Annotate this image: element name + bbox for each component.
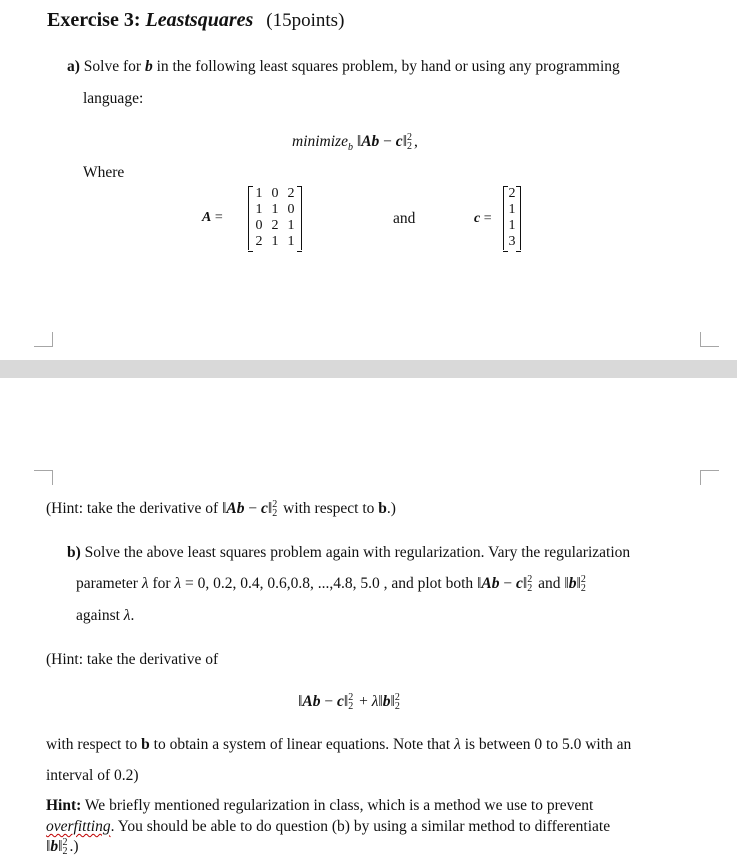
part-b-line3: against λ. <box>76 607 135 624</box>
page-corner-mark <box>34 332 53 347</box>
final-hint-line3: ‖b‖2 2 .) <box>46 837 79 857</box>
matrix-A-cell: 1 <box>271 202 279 217</box>
objective-equation: minimize$_b$ ‖Ab − c‖2 2 , <box>292 132 418 154</box>
final-hint-line2: overfitting. You should be able to do question (b) by using a similar method to differentiate <box>46 818 611 835</box>
matrix-A <box>248 184 302 250</box>
title-prefix: Exercise 3: <box>47 9 141 31</box>
where-label: Where <box>83 164 125 181</box>
part-a-label: a) <box>67 58 80 75</box>
hint-1: (Hint: take the derivative of ‖Ab − c‖2 2 with respect to b.) <box>46 499 396 519</box>
page-corner-mark <box>34 470 53 485</box>
part-b-line2: parameter λ for λ = 0, 0.2, 0.4, 0.6,0.8, ...,4.8, 5.0 , and plot both ‖Ab − c‖2 2 and ‖b‖2 2 <box>76 574 586 594</box>
vector-c-cell: 3 <box>508 234 516 249</box>
matrix-A-cell: 0 <box>287 202 295 217</box>
title-topic: Leastsquares <box>145 9 254 31</box>
vector-c-label: c = <box>474 211 492 226</box>
matrix-A-cell: 2 <box>271 218 279 233</box>
page-break-band <box>0 360 737 378</box>
title-points: (15points) <box>266 10 345 31</box>
hint-2-line2: with respect to b to obtain a system of linear equations. Note that λ is between 0 to 5.0 with an <box>46 736 632 753</box>
regularized-objective: ‖Ab − c‖2 2 + λ‖b‖2 2 <box>298 692 400 712</box>
matrix-A-cell: 1 <box>271 234 279 249</box>
page-corner-mark <box>700 332 719 347</box>
exercise-title <box>47 9 344 32</box>
matrix-A-cell: 0 <box>271 186 279 201</box>
part-b-label: b) <box>67 544 81 561</box>
matrix-A-cell: 1 <box>287 218 295 233</box>
final-hint-label: Hint: <box>46 797 82 814</box>
and-label: and <box>393 210 416 227</box>
vector-c-cell: 1 <box>508 218 516 233</box>
matrix-A-label: A = <box>202 210 223 225</box>
hint-2-line3: interval of 0.2) <box>46 767 139 784</box>
matrix-A-cell: 1 <box>287 234 295 249</box>
page-corner-mark <box>700 470 719 485</box>
matrix-A-cell: 1 <box>255 186 263 201</box>
matrix-A-cell: 0 <box>255 218 263 233</box>
final-hint-line1: Hint: We briefly mentioned regularization in class, which is a method we use to prevent <box>46 797 594 814</box>
vector-c <box>503 184 521 250</box>
part-a-line2: language: <box>83 90 144 107</box>
matrix-A-cell: 2 <box>255 234 263 249</box>
vector-c-cell: 2 <box>508 186 516 201</box>
matrix-A-cell: 2 <box>287 186 295 201</box>
vector-c-cell: 1 <box>508 202 516 217</box>
matrix-A-cell: 1 <box>255 202 263 217</box>
hint-2-open: (Hint: take the derivative of <box>46 651 219 668</box>
part-b-line1: b) Solve the above least squares problem again with regularization. Vary the regularization <box>67 544 631 561</box>
part-a-line1: a) Solve for b in the following least squares problem, by hand or using any programming <box>67 58 620 75</box>
